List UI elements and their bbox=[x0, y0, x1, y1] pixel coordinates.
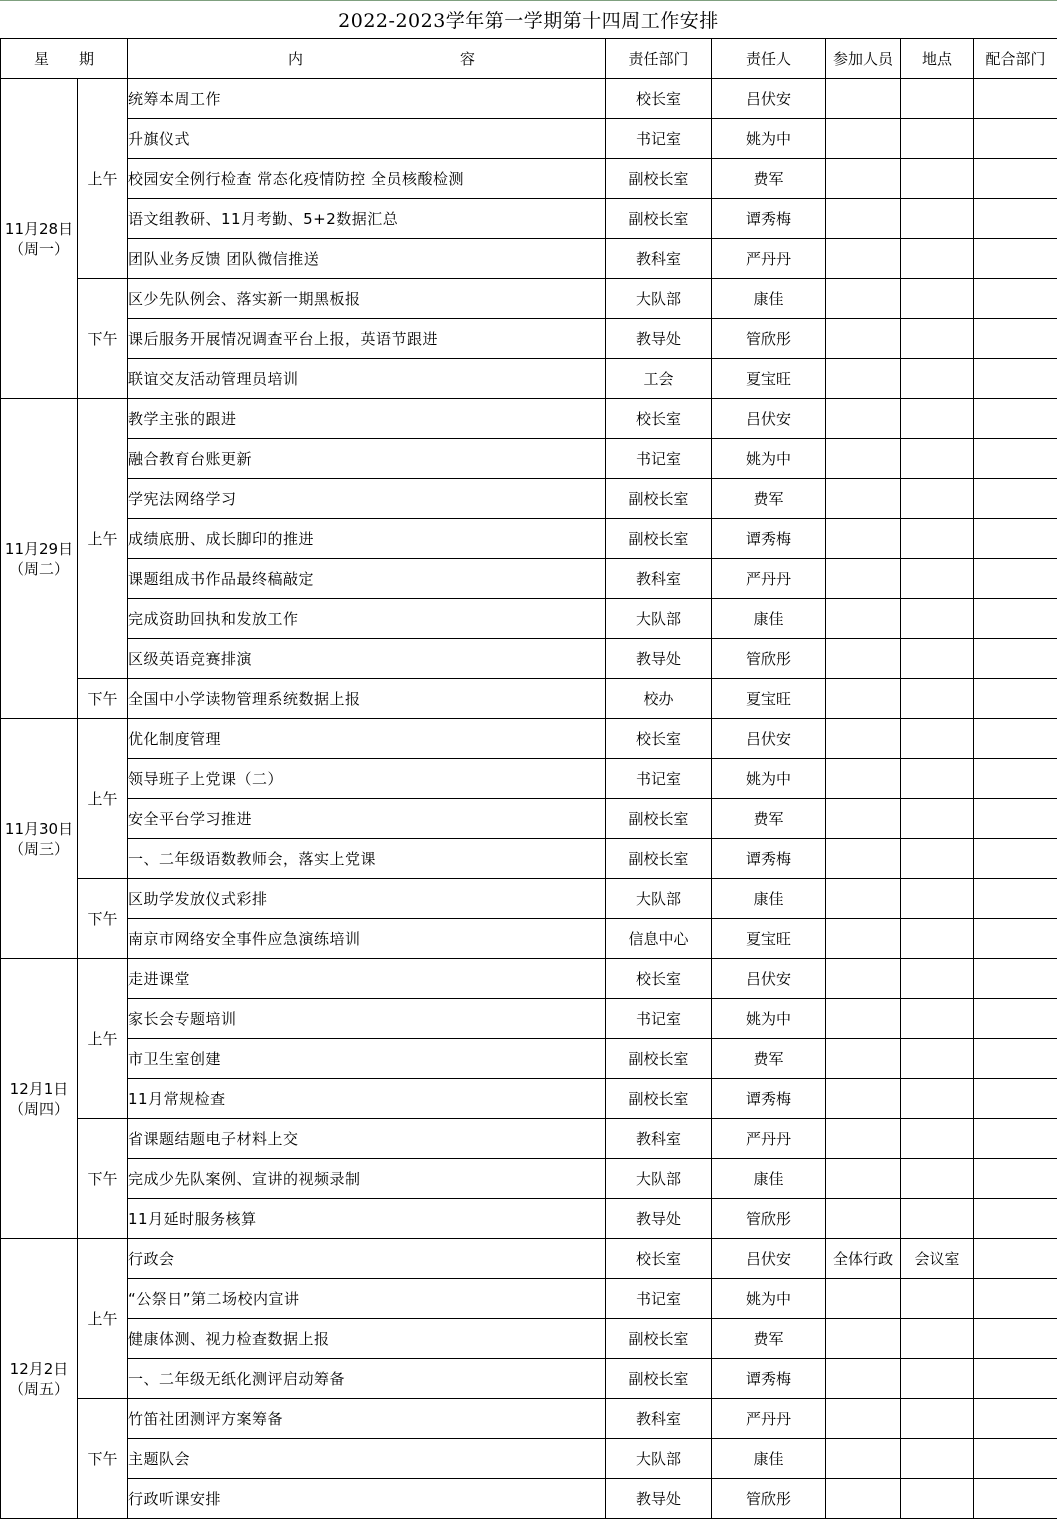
cooperate-cell bbox=[974, 159, 1057, 199]
location-cell bbox=[901, 879, 974, 919]
afternoon-label: 下午 bbox=[78, 679, 128, 719]
dept-cell: 书记室 bbox=[606, 1279, 712, 1319]
header-week-a: 星 bbox=[34, 48, 49, 69]
person-cell: 严丹丹 bbox=[712, 1119, 826, 1159]
participants-cell bbox=[826, 359, 901, 399]
person-cell: 管欣彤 bbox=[712, 319, 826, 359]
participants-cell bbox=[826, 1439, 901, 1479]
participants-cell bbox=[826, 1079, 901, 1119]
dept-cell: 信息中心 bbox=[606, 919, 712, 959]
cooperate-cell bbox=[974, 279, 1057, 319]
header-content-a: 内 bbox=[288, 48, 303, 69]
cooperate-cell bbox=[974, 1159, 1057, 1199]
location-cell bbox=[901, 1199, 974, 1239]
participants-cell bbox=[826, 679, 901, 719]
dept-cell: 校长室 bbox=[606, 1239, 712, 1279]
cooperate-cell bbox=[974, 1079, 1057, 1119]
location-cell bbox=[901, 519, 974, 559]
cooperate-cell bbox=[974, 919, 1057, 959]
task-cell: 主题队会 bbox=[128, 1439, 606, 1479]
table-row bbox=[1, 1159, 1057, 1199]
participants-cell: 全体行政 bbox=[826, 1239, 901, 1279]
day-date: 12月1日 bbox=[1, 1079, 77, 1099]
dept-cell: 教科室 bbox=[606, 1399, 712, 1439]
task-cell: 优化制度管理 bbox=[128, 719, 606, 759]
header-participants: 参加人员 bbox=[826, 39, 901, 79]
table-row bbox=[1, 1079, 1057, 1119]
location-cell bbox=[901, 559, 974, 599]
cooperate-cell bbox=[974, 879, 1057, 919]
task-cell: 融合教育台账更新 bbox=[128, 439, 606, 479]
dept-cell: 副校长室 bbox=[606, 839, 712, 879]
person-cell: 谭秀梅 bbox=[712, 519, 826, 559]
cooperate-cell bbox=[974, 119, 1057, 159]
day-date: 11月29日 bbox=[1, 539, 77, 559]
header-content-b: 容 bbox=[460, 48, 475, 69]
task-cell: 全国中小学读物管理系统数据上报 bbox=[128, 679, 606, 719]
person-cell: 康佳 bbox=[712, 1439, 826, 1479]
person-cell: 康佳 bbox=[712, 599, 826, 639]
participants-cell bbox=[826, 159, 901, 199]
cooperate-cell bbox=[974, 1359, 1057, 1399]
participants-cell bbox=[826, 799, 901, 839]
cooperate-cell bbox=[974, 1439, 1057, 1479]
task-cell: 11月延时服务核算 bbox=[128, 1199, 606, 1239]
task-cell: 统筹本周工作 bbox=[128, 79, 606, 119]
person-cell: 夏宝旺 bbox=[712, 359, 826, 399]
table-row bbox=[1, 199, 1057, 239]
table-row bbox=[1, 599, 1057, 639]
person-cell: 夏宝旺 bbox=[712, 679, 826, 719]
location-cell bbox=[901, 319, 974, 359]
cooperate-cell bbox=[974, 1479, 1057, 1519]
dept-cell: 副校长室 bbox=[606, 479, 712, 519]
table-row bbox=[1, 359, 1057, 399]
dept-cell: 副校长室 bbox=[606, 1039, 712, 1079]
task-cell: 完成资助回执和发放工作 bbox=[128, 599, 606, 639]
dept-cell: 大队部 bbox=[606, 1159, 712, 1199]
header-week bbox=[1, 39, 128, 79]
dept-cell: 教科室 bbox=[606, 559, 712, 599]
cooperate-cell bbox=[974, 1239, 1057, 1279]
location-cell bbox=[901, 159, 974, 199]
person-cell: 吕伏安 bbox=[712, 79, 826, 119]
person-cell: 费军 bbox=[712, 159, 826, 199]
task-cell: 区少先队例会、落实新一期黑板报 bbox=[128, 279, 606, 319]
task-cell: 区级英语竞赛排演 bbox=[128, 639, 606, 679]
location-cell bbox=[901, 279, 974, 319]
person-cell: 谭秀梅 bbox=[712, 1359, 826, 1399]
cooperate-cell bbox=[974, 1039, 1057, 1079]
dept-cell: 书记室 bbox=[606, 439, 712, 479]
morning-label: 上午 bbox=[78, 959, 128, 1119]
dept-cell: 校长室 bbox=[606, 399, 712, 439]
dept-cell: 副校长室 bbox=[606, 1359, 712, 1399]
table-row bbox=[1, 1319, 1057, 1359]
header-location: 地点 bbox=[901, 39, 974, 79]
morning-label: 上午 bbox=[78, 719, 128, 879]
participants-cell bbox=[826, 319, 901, 359]
location-cell bbox=[901, 1359, 974, 1399]
table-row bbox=[1, 1119, 1057, 1159]
participants-cell bbox=[826, 1279, 901, 1319]
task-cell: 完成少先队案例、宣讲的视频录制 bbox=[128, 1159, 606, 1199]
location-cell bbox=[901, 639, 974, 679]
table-row bbox=[1, 279, 1057, 319]
person-cell: 费军 bbox=[712, 479, 826, 519]
dept-cell: 教导处 bbox=[606, 1479, 712, 1519]
table-row bbox=[1, 959, 1057, 999]
task-cell: 11月常规检查 bbox=[128, 1079, 606, 1119]
table-row bbox=[1, 479, 1057, 519]
person-cell: 康佳 bbox=[712, 879, 826, 919]
day-cell bbox=[1, 959, 78, 1239]
table-row bbox=[1, 519, 1057, 559]
cooperate-cell bbox=[974, 1319, 1057, 1359]
location-cell bbox=[901, 399, 974, 439]
person-cell: 费军 bbox=[712, 799, 826, 839]
dept-cell: 工会 bbox=[606, 359, 712, 399]
participants-cell bbox=[826, 1039, 901, 1079]
day-weekday: （周五） bbox=[1, 1379, 77, 1399]
cooperate-cell bbox=[974, 1399, 1057, 1439]
cooperate-cell bbox=[974, 959, 1057, 999]
person-cell: 姚为中 bbox=[712, 1279, 826, 1319]
table-row bbox=[1, 999, 1057, 1039]
task-cell: 学宪法网络学习 bbox=[128, 479, 606, 519]
dept-cell: 校长室 bbox=[606, 719, 712, 759]
dept-cell: 大队部 bbox=[606, 1439, 712, 1479]
day-weekday: （周四） bbox=[1, 1099, 77, 1119]
cooperate-cell bbox=[974, 359, 1057, 399]
person-cell: 谭秀梅 bbox=[712, 839, 826, 879]
task-cell: 省课题结题电子材料上交 bbox=[128, 1119, 606, 1159]
header-content bbox=[128, 39, 606, 79]
day-date: 11月30日 bbox=[1, 819, 77, 839]
person-cell: 康佳 bbox=[712, 279, 826, 319]
dept-cell: 校长室 bbox=[606, 79, 712, 119]
participants-cell bbox=[826, 119, 901, 159]
task-cell: 家长会专题培训 bbox=[128, 999, 606, 1039]
participants-cell bbox=[826, 1199, 901, 1239]
person-cell: 管欣彤 bbox=[712, 639, 826, 679]
cooperate-cell bbox=[974, 559, 1057, 599]
table-row bbox=[1, 1439, 1057, 1479]
cooperate-cell bbox=[974, 599, 1057, 639]
dept-cell: 副校长室 bbox=[606, 1079, 712, 1119]
location-cell bbox=[901, 199, 974, 239]
task-cell: 一、二年级语数教师会，落实上党课 bbox=[128, 839, 606, 879]
table-row bbox=[1, 1359, 1057, 1399]
participants-cell bbox=[826, 1319, 901, 1359]
person-cell: 姚为中 bbox=[712, 439, 826, 479]
cooperate-cell bbox=[974, 1279, 1057, 1319]
table-row bbox=[1, 679, 1057, 719]
dept-cell: 书记室 bbox=[606, 759, 712, 799]
location-cell: 会议室 bbox=[901, 1239, 974, 1279]
morning-label: 上午 bbox=[78, 1239, 128, 1399]
afternoon-label: 下午 bbox=[78, 1119, 128, 1239]
participants-cell bbox=[826, 599, 901, 639]
day-weekday: （周三） bbox=[1, 839, 77, 859]
table-row bbox=[1, 1279, 1057, 1319]
dept-cell: 校办 bbox=[606, 679, 712, 719]
afternoon-label: 下午 bbox=[78, 279, 128, 399]
schedule-table bbox=[0, 38, 1057, 1519]
participants-cell bbox=[826, 1359, 901, 1399]
day-cell bbox=[1, 1239, 78, 1519]
dept-cell: 副校长室 bbox=[606, 519, 712, 559]
dept-cell: 教导处 bbox=[606, 319, 712, 359]
cooperate-cell bbox=[974, 759, 1057, 799]
table-row bbox=[1, 439, 1057, 479]
table-row bbox=[1, 1199, 1057, 1239]
person-cell: 吕伏安 bbox=[712, 399, 826, 439]
person-cell: 康佳 bbox=[712, 1159, 826, 1199]
location-cell bbox=[901, 479, 974, 519]
dept-cell: 副校长室 bbox=[606, 159, 712, 199]
location-cell bbox=[901, 919, 974, 959]
table-row bbox=[1, 399, 1057, 439]
cooperate-cell bbox=[974, 199, 1057, 239]
dept-cell: 书记室 bbox=[606, 999, 712, 1039]
location-cell bbox=[901, 1159, 974, 1199]
location-cell bbox=[901, 79, 974, 119]
participants-cell bbox=[826, 719, 901, 759]
location-cell bbox=[901, 679, 974, 719]
location-cell bbox=[901, 1039, 974, 1079]
header-person: 责任人 bbox=[712, 39, 826, 79]
location-cell bbox=[901, 1439, 974, 1479]
day-cell bbox=[1, 719, 78, 959]
task-cell: 课后服务开展情况调查平台上报，英语节跟进 bbox=[128, 319, 606, 359]
cooperate-cell bbox=[974, 79, 1057, 119]
dept-cell: 大队部 bbox=[606, 279, 712, 319]
person-cell: 管欣彤 bbox=[712, 1479, 826, 1519]
participants-cell bbox=[826, 919, 901, 959]
location-cell bbox=[901, 719, 974, 759]
cooperate-cell bbox=[974, 399, 1057, 439]
participants-cell bbox=[826, 239, 901, 279]
table-row bbox=[1, 119, 1057, 159]
location-cell bbox=[901, 839, 974, 879]
cooperate-cell bbox=[974, 1199, 1057, 1239]
cooperate-cell bbox=[974, 999, 1057, 1039]
location-cell bbox=[901, 439, 974, 479]
table-row bbox=[1, 1239, 1057, 1279]
location-cell bbox=[901, 1479, 974, 1519]
person-cell: 姚为中 bbox=[712, 119, 826, 159]
day-date: 11月28日 bbox=[1, 219, 77, 239]
day-date: 12月2日 bbox=[1, 1359, 77, 1379]
day-weekday: （周二） bbox=[1, 559, 77, 579]
task-cell: 区助学发放仪式彩排 bbox=[128, 879, 606, 919]
afternoon-label: 下午 bbox=[78, 1399, 128, 1519]
location-cell bbox=[901, 1399, 974, 1439]
dept-cell: 大队部 bbox=[606, 599, 712, 639]
participants-cell bbox=[826, 199, 901, 239]
morning-label: 上午 bbox=[78, 79, 128, 279]
page-title: 2022-2023学年第一学期第十四周工作安排 bbox=[0, 0, 1057, 38]
person-cell: 姚为中 bbox=[712, 759, 826, 799]
task-cell: 走进课堂 bbox=[128, 959, 606, 999]
table-row bbox=[1, 839, 1057, 879]
table-row bbox=[1, 319, 1057, 359]
task-cell: 成绩底册、成长脚印的推进 bbox=[128, 519, 606, 559]
location-cell bbox=[901, 1279, 974, 1319]
task-cell: 升旗仪式 bbox=[128, 119, 606, 159]
dept-cell: 副校长室 bbox=[606, 1319, 712, 1359]
table-row bbox=[1, 719, 1057, 759]
location-cell bbox=[901, 359, 974, 399]
participants-cell bbox=[826, 1399, 901, 1439]
task-cell: 市卫生室创建 bbox=[128, 1039, 606, 1079]
table-row bbox=[1, 159, 1057, 199]
cooperate-cell bbox=[974, 519, 1057, 559]
header-row bbox=[1, 39, 1057, 79]
participants-cell bbox=[826, 439, 901, 479]
cooperate-cell bbox=[974, 679, 1057, 719]
task-cell: 语文组教研、11月考勤、5+2数据汇总 bbox=[128, 199, 606, 239]
task-cell: 南京市网络安全事件应急演练培训 bbox=[128, 919, 606, 959]
dept-cell: 教导处 bbox=[606, 1199, 712, 1239]
person-cell: 严丹丹 bbox=[712, 559, 826, 599]
table-row bbox=[1, 1399, 1057, 1439]
day-cell bbox=[1, 399, 78, 719]
location-cell bbox=[901, 959, 974, 999]
participants-cell bbox=[826, 759, 901, 799]
table-row bbox=[1, 79, 1057, 119]
day-weekday: （周一） bbox=[1, 239, 77, 259]
dept-cell: 校长室 bbox=[606, 959, 712, 999]
table-row bbox=[1, 759, 1057, 799]
dept-cell: 教导处 bbox=[606, 639, 712, 679]
person-cell: 吕伏安 bbox=[712, 1239, 826, 1279]
task-cell: 校园安全例行检查 常态化疫情防控 全员核酸检测 bbox=[128, 159, 606, 199]
cooperate-cell bbox=[974, 799, 1057, 839]
dept-cell: 副校长室 bbox=[606, 799, 712, 839]
dept-cell: 大队部 bbox=[606, 879, 712, 919]
cooperate-cell bbox=[974, 1119, 1057, 1159]
header-cooperate: 配合部门 bbox=[974, 39, 1057, 79]
task-cell: “公祭日”第二场校内宣讲 bbox=[128, 1279, 606, 1319]
location-cell bbox=[901, 239, 974, 279]
participants-cell bbox=[826, 839, 901, 879]
participants-cell bbox=[826, 1159, 901, 1199]
participants-cell bbox=[826, 479, 901, 519]
dept-cell: 副校长室 bbox=[606, 199, 712, 239]
cooperate-cell bbox=[974, 319, 1057, 359]
person-cell: 费军 bbox=[712, 1039, 826, 1079]
task-cell: 竹笛社团测评方案筹备 bbox=[128, 1399, 606, 1439]
location-cell bbox=[901, 1079, 974, 1119]
person-cell: 管欣彤 bbox=[712, 1199, 826, 1239]
cooperate-cell bbox=[974, 639, 1057, 679]
person-cell: 严丹丹 bbox=[712, 1399, 826, 1439]
participants-cell bbox=[826, 959, 901, 999]
table-row bbox=[1, 1479, 1057, 1519]
table-row bbox=[1, 639, 1057, 679]
table-row bbox=[1, 1039, 1057, 1079]
participants-cell bbox=[826, 399, 901, 439]
participants-cell bbox=[826, 1119, 901, 1159]
participants-cell bbox=[826, 999, 901, 1039]
dept-cell: 教科室 bbox=[606, 239, 712, 279]
table-row bbox=[1, 239, 1057, 279]
participants-cell bbox=[826, 279, 901, 319]
header-dept: 责任部门 bbox=[606, 39, 712, 79]
participants-cell bbox=[826, 879, 901, 919]
location-cell bbox=[901, 999, 974, 1039]
location-cell bbox=[901, 799, 974, 839]
location-cell bbox=[901, 1319, 974, 1359]
task-cell: 领导班子上党课（二） bbox=[128, 759, 606, 799]
task-cell: 课题组成书作品最终稿敲定 bbox=[128, 559, 606, 599]
location-cell bbox=[901, 1119, 974, 1159]
cooperate-cell bbox=[974, 719, 1057, 759]
location-cell bbox=[901, 599, 974, 639]
participants-cell bbox=[826, 559, 901, 599]
task-cell: 行政会 bbox=[128, 1239, 606, 1279]
person-cell: 严丹丹 bbox=[712, 239, 826, 279]
person-cell: 姚为中 bbox=[712, 999, 826, 1039]
person-cell: 谭秀梅 bbox=[712, 199, 826, 239]
location-cell bbox=[901, 119, 974, 159]
participants-cell bbox=[826, 1479, 901, 1519]
cooperate-cell bbox=[974, 839, 1057, 879]
task-cell: 健康体测、视力检查数据上报 bbox=[128, 1319, 606, 1359]
task-cell: 一、二年级无纸化测评启动筹备 bbox=[128, 1359, 606, 1399]
table-row bbox=[1, 799, 1057, 839]
morning-label: 上午 bbox=[78, 399, 128, 679]
table-row bbox=[1, 919, 1057, 959]
table-row bbox=[1, 559, 1057, 599]
schedule-body bbox=[1, 79, 1057, 1519]
cooperate-cell bbox=[974, 479, 1057, 519]
task-cell: 安全平台学习推进 bbox=[128, 799, 606, 839]
table-row bbox=[1, 879, 1057, 919]
cooperate-cell bbox=[974, 239, 1057, 279]
location-cell bbox=[901, 759, 974, 799]
person-cell: 夏宝旺 bbox=[712, 919, 826, 959]
dept-cell: 书记室 bbox=[606, 119, 712, 159]
day-cell bbox=[1, 79, 78, 399]
participants-cell bbox=[826, 519, 901, 559]
task-cell: 团队业务反馈 团队微信推送 bbox=[128, 239, 606, 279]
task-cell: 行政听课安排 bbox=[128, 1479, 606, 1519]
cooperate-cell bbox=[974, 439, 1057, 479]
person-cell: 谭秀梅 bbox=[712, 1079, 826, 1119]
person-cell: 吕伏安 bbox=[712, 959, 826, 999]
task-cell: 联谊交友活动管理员培训 bbox=[128, 359, 606, 399]
participants-cell bbox=[826, 639, 901, 679]
header-week-b: 期 bbox=[79, 48, 94, 69]
participants-cell bbox=[826, 79, 901, 119]
person-cell: 费军 bbox=[712, 1319, 826, 1359]
dept-cell: 教科室 bbox=[606, 1119, 712, 1159]
afternoon-label: 下午 bbox=[78, 879, 128, 959]
person-cell: 吕伏安 bbox=[712, 719, 826, 759]
task-cell: 教学主张的跟进 bbox=[128, 399, 606, 439]
